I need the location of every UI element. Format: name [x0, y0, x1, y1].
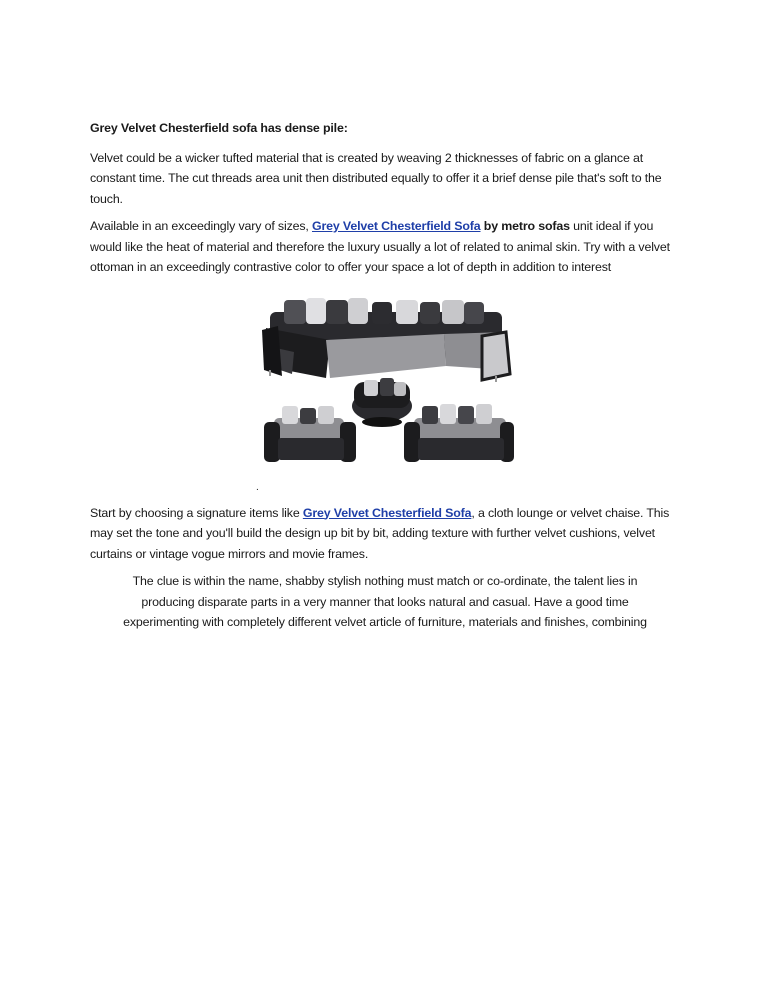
paragraph-shabby-chic: [90, 571, 680, 633]
document-body: [90, 118, 680, 633]
image-caption: .: [256, 481, 259, 493]
paragraph-line: producing disparate parts in a very manner that looks natural and casual. Have a good time: [141, 594, 629, 609]
paragraph-line: experimenting with completely different velvet article of furniture, materials and finishes, combining: [123, 615, 647, 629]
sofa-illustration: [256, 288, 516, 478]
sofa-set-image: [90, 288, 680, 493]
grey-velvet-sofa-link-2[interactable]: Grey Velvet Chesterfield Sofa: [302, 505, 472, 520]
paragraph-text: Available in an exceedingly vary of sizes,: [90, 219, 312, 233]
right-sofa: [404, 404, 514, 462]
paragraph-signature-items: [90, 503, 680, 565]
paragraph-text: Start by choosing a signature items like: [90, 505, 303, 520]
paragraph-velvet-definition: Velvet could be a wicker tufted material that is created by weaving 2 thicknesses of fabric on a glance at constant time. The cut threads area unit then distributed equally to offer it a brief dense pile that's soft to the touch.: [90, 150, 662, 206]
corner-sofa: [262, 298, 510, 382]
left-loveseat: [264, 406, 356, 462]
metro-sofas-text: by metro sofas: [480, 219, 570, 233]
paragraph-line: The clue is within the name, shabby stylish nothing must match or co-ordinate, the talent lies in: [132, 574, 638, 588]
paragraph-text: unit ideal if you would like the heat of material and therefore the luxury usually a lot of related to animal skin. Try with a velvet ottoman in an exceedingly contrastive color to offer your space a lot of depth in addition to interest: [90, 219, 670, 274]
paragraph-text: , a cloth lounge or velvet chaise. This may set the tone and you'll build the design up bit by bit, adding texture with further velvet cushions, velvet curtains or vintage vogue mirrors and movie frames.: [90, 505, 670, 561]
grey-velvet-sofa-link[interactable]: Grey Velvet Chesterfield Sofa: [311, 219, 481, 233]
swivel-chair: [352, 378, 412, 427]
paragraph-available-sizes: [90, 216, 680, 278]
section-heading: Grey Velvet Chesterfield sofa has dense pile:: [90, 121, 348, 135]
